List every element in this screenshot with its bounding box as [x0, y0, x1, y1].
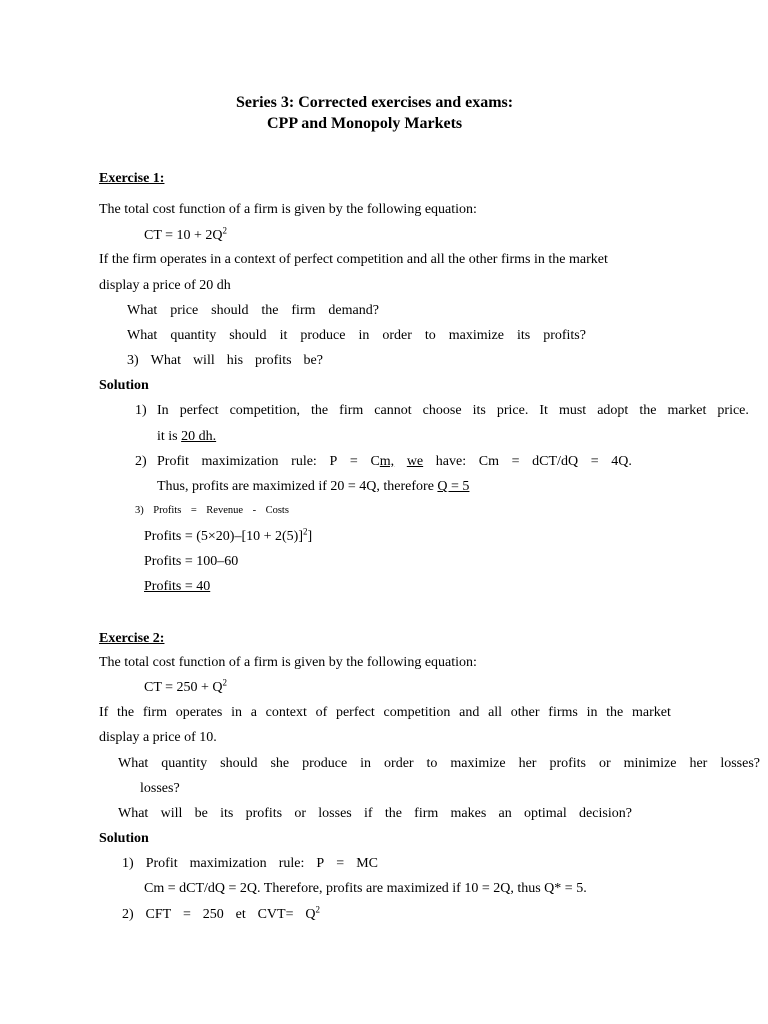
exercise2-context-line2: display a price of 10. [99, 730, 217, 745]
doc-title-line2: CPP and Monopoly Markets [267, 115, 463, 132]
exercise2-solution-1: 1) Profit maximization rule: P = MC [122, 856, 378, 871]
exercise2-heading: Exercise 2: [99, 631, 165, 646]
exercise2-question-1: What quantity should she produce in order to maximize her profits or minimize her losses? [118, 756, 760, 771]
exercise1-solution-1: In perfect competition, the firm cannot choose its price. It must adopt the market price. [157, 403, 749, 418]
exercise2-solution-1-continuation: Cm = dCT/dQ = 2Q. Therefore, profits are maximized if 10 = 2Q, thus Q* = 5. [144, 881, 587, 896]
exercise2-solution-label: Solution [99, 831, 149, 846]
exercise1-question-1: What price should the firm demand? [127, 303, 379, 318]
exercise1-intro: The total cost function of a firm is given by the following equation: [99, 202, 477, 217]
exercise1-solution-2-number: 2) [135, 454, 147, 469]
exercise1-profits-calc-2: Profits = 100–60 [144, 554, 239, 569]
exercise1-question-3: 3) What will his profits be? [127, 353, 323, 368]
exercise1-solution-3: 3) Profits = Revenue - Costs [135, 505, 289, 516]
exercise1-solution-2: Profit maximization rule: P = Cm, we have: Cm = dCT/dQ = 4Q. [157, 454, 632, 469]
exercise2-solution-2: 2) CFT = 250 et CVT= $Q^2$ [122, 904, 320, 922]
exercise1-solution-2-continuation: Thus, profits are maximized if 20 = 4Q, therefore Q = 5 [157, 479, 470, 494]
exercise2-question-2: What will be its profits or losses if the firm makes an optimal decision? [118, 806, 632, 821]
exercise1-question-2: What quantity should it produce in order to maximize its profits? [127, 328, 586, 343]
exercise1-profits-result: Profits = 40 [144, 579, 211, 594]
exercise1-solution-label: Solution [99, 378, 149, 393]
exercise2-question-1-continuation: losses? [140, 781, 180, 796]
exercise1-solution-1-number: 1) [135, 403, 147, 418]
exercise1-context-line1: If the firm operates in a context of perfect competition and all the other firms in the market [99, 252, 608, 267]
exercise2-equation: CT = $250 + Q^2$ [144, 677, 228, 695]
exercise1-solution-1-continuation: it is 20 dh. [157, 429, 217, 444]
exercise2-intro: The total cost function of a firm is given by the following equation: [99, 655, 477, 670]
doc-title-line1: Series 3: Corrected exercises and exams: [236, 94, 514, 111]
exercise1-equation: CT = $10 + 2Q^2$ [144, 225, 228, 243]
exercise1-heading: Exercise 1: [99, 171, 165, 186]
exercise1-context-line2: display a price of 20 dh [99, 278, 231, 293]
exercise1-profits-calc-1: Profits = $(5\times 20)-[10 + 2(5)]^2$] [144, 526, 313, 544]
exercise2-context-line1: If the firm operates in a context of perfect competition and all other firms in the market [99, 705, 671, 720]
